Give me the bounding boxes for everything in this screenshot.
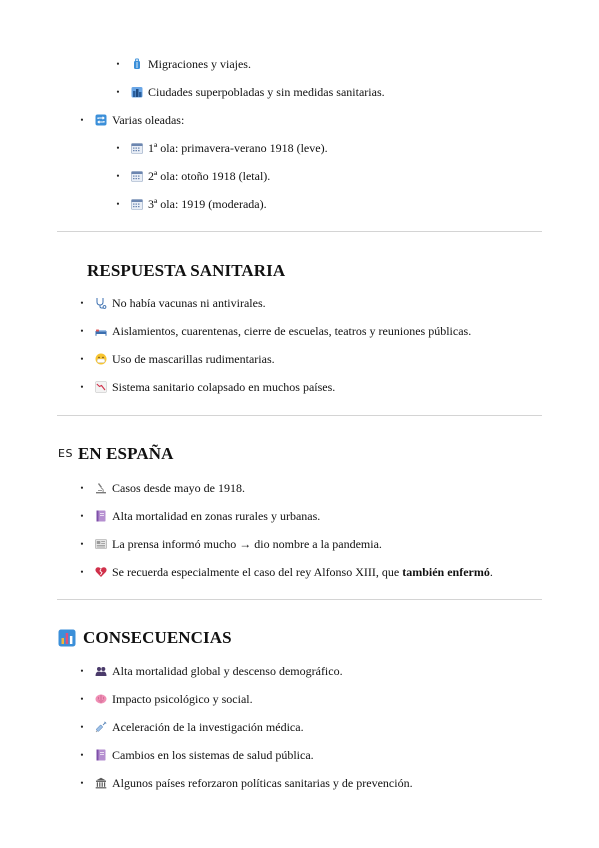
item-text: Ciudades superpobladas y sin medidas sanitarias. bbox=[148, 85, 385, 99]
stethoscope-icon bbox=[95, 297, 107, 309]
item-text: 1ª ola: primavera-verano 1918 (leve). bbox=[148, 141, 328, 155]
list-item bbox=[116, 168, 271, 184]
item-text: Alta mortalidad global y descenso demográfico. bbox=[112, 664, 343, 678]
section-title: EN ESPAÑA bbox=[77, 444, 174, 463]
bullet: • bbox=[80, 722, 84, 732]
list-item bbox=[116, 84, 385, 100]
bullet: • bbox=[80, 511, 84, 521]
bullet: • bbox=[116, 143, 120, 153]
bullet: • bbox=[116, 59, 120, 69]
bullet: • bbox=[80, 298, 84, 308]
list-item bbox=[80, 747, 314, 763]
list-item bbox=[80, 775, 413, 791]
section-title: CONSECUENCIAS bbox=[83, 628, 232, 647]
bullet: • bbox=[80, 694, 84, 704]
section-divider bbox=[57, 231, 542, 232]
bullet: • bbox=[80, 483, 84, 493]
list-item bbox=[80, 295, 266, 311]
syringe-icon bbox=[95, 721, 107, 733]
bullet: • bbox=[80, 354, 84, 364]
item-text: 2ª ola: otoño 1918 (letal). bbox=[148, 169, 271, 183]
bullet: • bbox=[80, 115, 84, 125]
people-icon bbox=[95, 665, 107, 677]
list-item bbox=[80, 323, 472, 339]
classical-building-icon bbox=[95, 777, 107, 789]
newspaper-icon bbox=[95, 538, 107, 550]
item-text: La prensa informó mucho → dio nombre a la pandemia. bbox=[112, 537, 382, 551]
bullet: • bbox=[80, 539, 84, 549]
spain-flag-letters: ES bbox=[58, 447, 73, 460]
city-icon bbox=[131, 86, 143, 98]
ledger-icon bbox=[95, 510, 107, 522]
item-text: Cambios en los sistemas de salud pública. bbox=[112, 748, 314, 762]
item-text: No había vacunas ni antivirales. bbox=[112, 296, 266, 310]
section-heading-consecuencias bbox=[58, 627, 232, 649]
item-text: Impacto psicológico y social. bbox=[112, 692, 253, 706]
brain-icon bbox=[95, 693, 107, 705]
bullet: • bbox=[116, 199, 120, 209]
bullet: • bbox=[80, 382, 84, 392]
list-item bbox=[116, 56, 251, 72]
section-title: RESPUESTA SANITARIA bbox=[87, 261, 286, 280]
list-item bbox=[80, 508, 321, 524]
list-item bbox=[80, 663, 343, 679]
bullet: • bbox=[80, 750, 84, 760]
microscope-icon bbox=[95, 482, 107, 494]
list-item bbox=[80, 691, 253, 707]
bullet: • bbox=[80, 326, 84, 336]
list-item bbox=[80, 564, 493, 580]
list-item bbox=[116, 196, 267, 212]
bullet: • bbox=[80, 778, 84, 788]
item-text: Algunos países reforzaron políticas sanitarias y de prevención. bbox=[112, 776, 413, 790]
bed-icon bbox=[95, 325, 107, 337]
list-item bbox=[80, 480, 245, 496]
item-text: Uso de mascarillas rudimentarias. bbox=[112, 352, 275, 366]
bullet: • bbox=[116, 87, 120, 97]
item-text: Casos desde mayo de 1918. bbox=[112, 481, 245, 495]
mask-face-icon bbox=[95, 353, 107, 365]
calendar-icon bbox=[131, 198, 143, 210]
luggage-icon bbox=[131, 58, 143, 70]
list-item bbox=[80, 536, 382, 552]
list-item bbox=[116, 140, 328, 156]
section-divider bbox=[57, 415, 542, 416]
list-item bbox=[80, 379, 336, 395]
item-text: Migraciones y viajes. bbox=[148, 57, 251, 71]
list-item bbox=[80, 719, 304, 735]
item-text: Alta mortalidad en zonas rurales y urbanas. bbox=[112, 509, 321, 523]
bar-chart-icon bbox=[58, 629, 76, 647]
section-heading-espana bbox=[58, 443, 173, 465]
list-item-waves bbox=[80, 112, 185, 128]
broken-heart-icon bbox=[95, 566, 107, 578]
item-text-emphasis: también enfermó bbox=[402, 565, 490, 579]
item-text: 3ª ola: 1919 (moderada). bbox=[148, 197, 267, 211]
repeat-icon bbox=[95, 114, 107, 126]
bullet: • bbox=[80, 567, 84, 577]
waves-label: Varias oleadas: bbox=[112, 113, 185, 127]
ledger-icon bbox=[95, 749, 107, 761]
item-text-before: Se recuerda especialmente el caso del rey Alfonso XIII, que bbox=[112, 565, 403, 579]
bullet: • bbox=[80, 666, 84, 676]
item-text: Aislamientos, cuarentenas, cierre de escuelas, teatros y reuniones públicas. bbox=[112, 324, 472, 338]
calendar-icon bbox=[131, 142, 143, 154]
item-text: Aceleración de la investigación médica. bbox=[112, 720, 304, 734]
section-heading-respuesta bbox=[87, 260, 285, 282]
item-text: Sistema sanitario colapsado en muchos países. bbox=[112, 380, 336, 394]
bullet: • bbox=[116, 171, 120, 181]
chart-decreasing-icon bbox=[95, 381, 107, 393]
list-item bbox=[80, 351, 275, 367]
item-text-after: . bbox=[489, 565, 493, 579]
calendar-icon bbox=[131, 170, 143, 182]
section-divider bbox=[57, 599, 542, 600]
